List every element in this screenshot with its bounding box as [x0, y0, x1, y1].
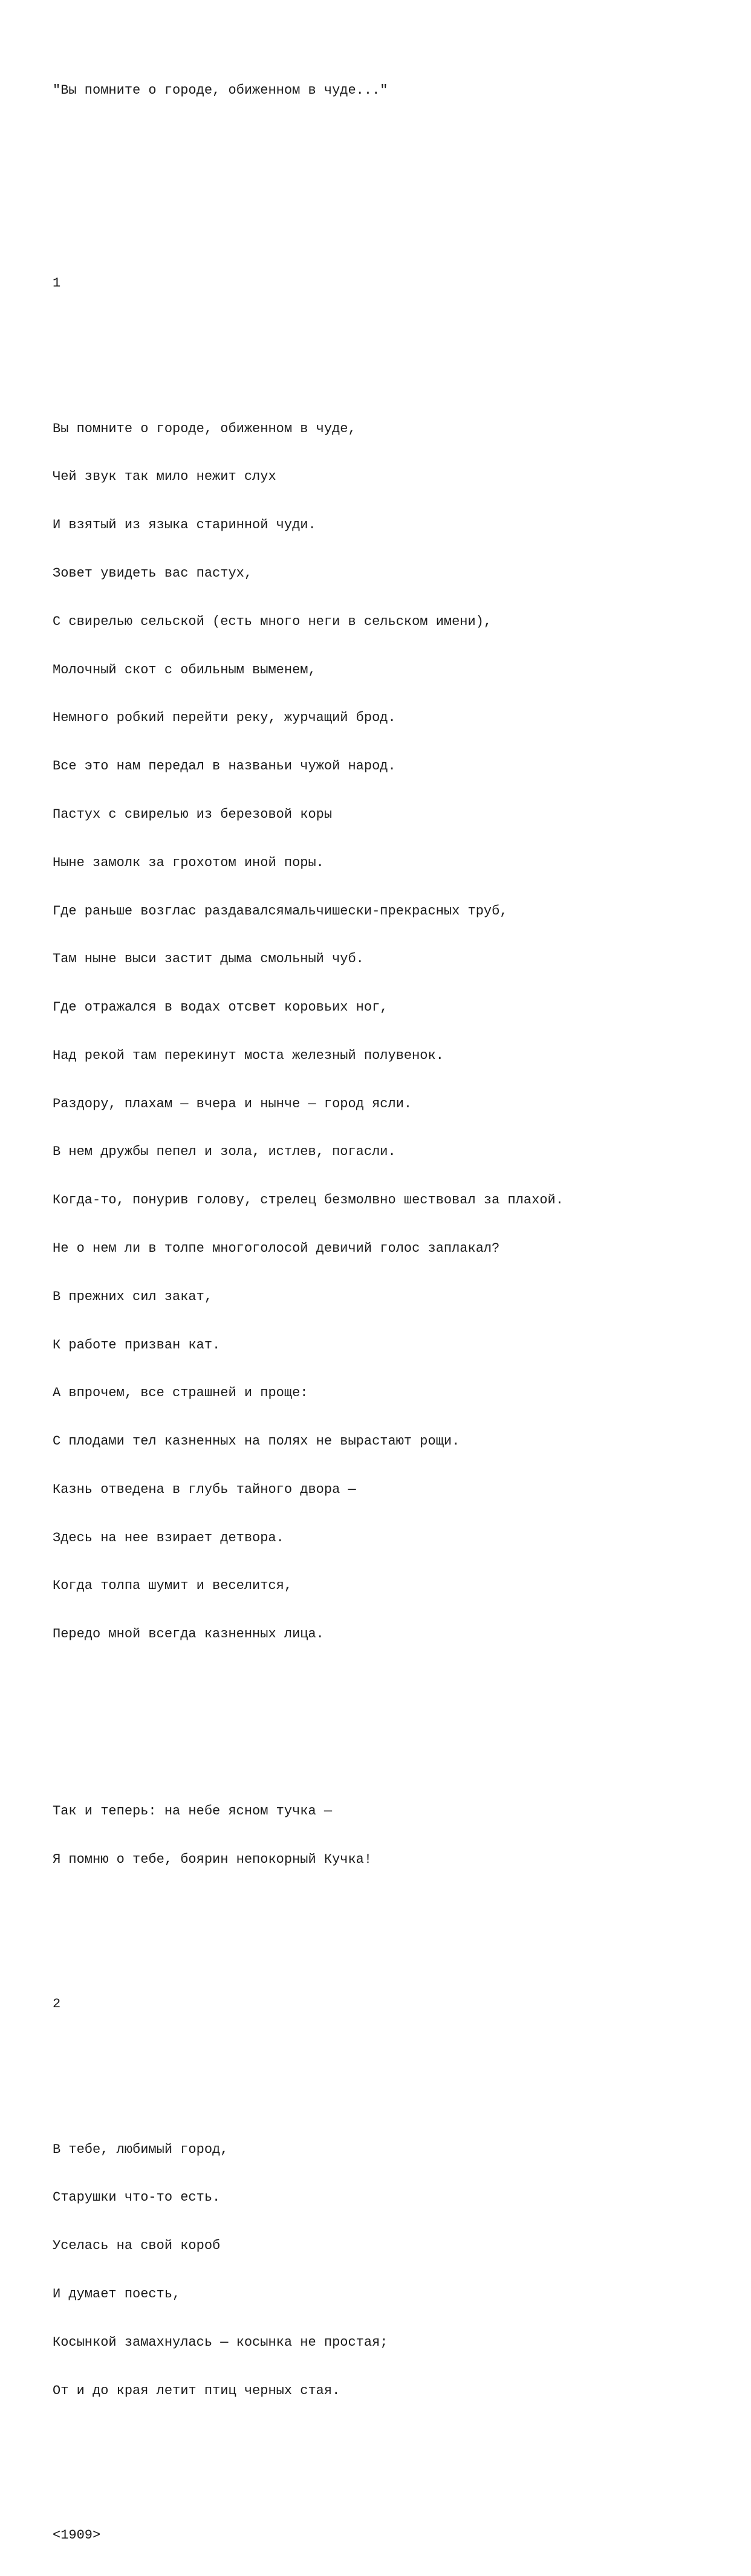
poem-line: Так и теперь: на небе ясном тучка — [53, 1803, 333, 1819]
poem-line: С плодами тел казненных на полях не вырастают рощи. [53, 1434, 460, 1449]
poem-line: Уселась на свой короб [53, 2238, 221, 2254]
poem-line: Старушки что-то есть. [53, 2190, 221, 2205]
section-1-stanza-1 [53, 389, 730, 1675]
poem-line: Передо мной всегда казненных лица. [53, 1626, 324, 1642]
poem-line: Немного робкий перейти реку, журчащий брод. [53, 710, 396, 726]
section-number-2: 2 [53, 1996, 61, 2011]
poem-line: Где отражался в водах отсвет коровьих ног, [53, 1000, 388, 1015]
poem-title: "Вы помните о городе, обиженном в чуде..." [53, 83, 388, 99]
poem-line: Ныне замолк за грохотом иной поры. [53, 855, 324, 870]
poem-line: Все это нам передал в названьи чужой народ. [53, 759, 396, 774]
poem-line: Чей звук так мило нежит слух [53, 469, 276, 485]
poem-line: Пастух с свирелью из березовой коры [53, 806, 333, 822]
poem-line: В тебе, любимый город, [53, 2141, 229, 2157]
poem-line: Не о нем ли в толпе многоголосой девичий голос заплакал? [53, 1240, 500, 1256]
poem-date: <1909> [53, 2527, 101, 2543]
poem-line: Вы помните о городе, обиженном в чуде, [53, 421, 356, 436]
poem-text [53, 51, 730, 2576]
section-2-stanza-1 [53, 2109, 730, 2431]
poem-line: Здесь на нее взирает детвора. [53, 1530, 284, 1545]
poem-line: Когда-то, понурив голову, стрелец безмолвно шествовал за плахой. [53, 1193, 564, 1208]
poem-line: Над рекой там перекинут моста железный полувенок. [53, 1047, 444, 1063]
section-1-stanza-2 [53, 1772, 730, 1900]
poem-line: От и до края летит птиц черных стая. [53, 2383, 340, 2398]
poem-line: Молочный скот с обильным выменем, [53, 662, 316, 678]
poem-line: Там ныне выси застит дыма смольный чуб. [53, 951, 364, 967]
poem-line: И думает поесть, [53, 2286, 181, 2302]
poem-line: Казнь отведена в глубь тайного двора — [53, 1481, 356, 1497]
poem-line: С свирелью сельской (есть много неги в сельском имени), [53, 613, 492, 629]
poem-line: А впрочем, все страшней и проще: [53, 1385, 308, 1401]
poem-line: В прежних сил закат, [53, 1289, 213, 1304]
poem-line: Раздору, плахам — вчера и нынче — город ясли. [53, 1096, 412, 1112]
poem-line: Косынкой замахнулась — косынка не простая; [53, 2334, 388, 2350]
poem-line: И взятый из языка старинной чуди. [53, 517, 316, 533]
poem-line: Я помню о тебе, боярин непокорный Кучка! [53, 1851, 372, 1867]
poem-line: Зовет увидеть вас пастух, [53, 566, 253, 581]
poem-line: К работе призван кат. [53, 1337, 221, 1353]
poem-line: В нем дружбы пепел и зола, истлев, погасли. [53, 1144, 396, 1160]
poem-line: Когда толпа шумит и веселится, [53, 1578, 293, 1594]
poem-line: Где раньше возглас раздавалсямальчишески-прекрасных труб, [53, 903, 508, 919]
section-number-1: 1 [53, 275, 61, 291]
